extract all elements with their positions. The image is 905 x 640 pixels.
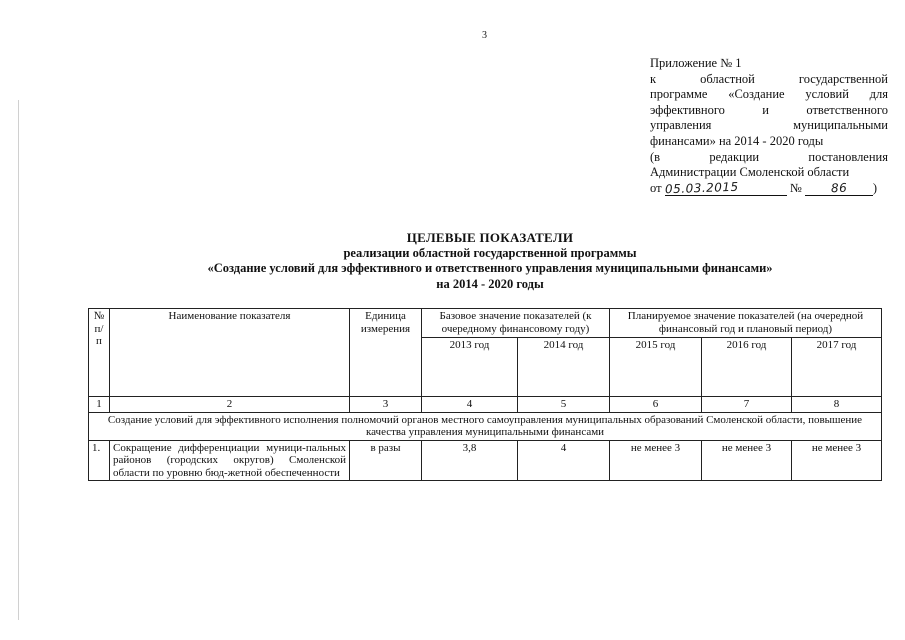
resolution-date-line — [650, 181, 888, 197]
year-2016: 2016 год — [702, 338, 792, 397]
row-value-2013: 3,8 — [422, 440, 518, 481]
col-number: 8 — [792, 397, 882, 413]
header-base: Базовое значение показателей (к очередному финансовому году) — [422, 309, 610, 338]
appendix-line: Администрации Смоленской области — [650, 165, 850, 180]
appendix-line: эффективного и ответственного — [650, 102, 888, 117]
from-label: от — [650, 180, 662, 195]
col-number: 6 — [610, 397, 702, 413]
header-unit: Единица измерения — [350, 309, 422, 397]
column-numbers-row — [89, 397, 882, 413]
row-value-2014: 4 — [518, 440, 610, 481]
section-row — [89, 412, 882, 440]
year-2017: 2017 год — [792, 338, 882, 397]
table-row — [89, 440, 882, 481]
title-line: «Создание условий для эффективного и ответственного управления муниципальными финансами» — [207, 261, 773, 275]
header-planned: Планируемое значение показателей (на очередной финансовый год и плановый период) — [610, 309, 882, 338]
handwritten-date: 05.03.2015 — [664, 180, 739, 197]
col-number: 5 — [518, 397, 610, 413]
appendix-line: финансами» на 2014 - 2020 годы — [650, 133, 824, 148]
header-num: № п/п — [89, 309, 110, 397]
row-num: 1. — [89, 440, 110, 481]
year-2014: 2014 год — [518, 338, 610, 397]
header-name: Наименование показателя — [110, 309, 350, 397]
col-number: 1 — [89, 397, 110, 413]
indicators-table — [88, 308, 882, 481]
col-number: 2 — [110, 397, 350, 413]
date-fill — [665, 181, 787, 196]
appendix-title: Приложение № 1 — [650, 56, 742, 70]
document-title — [120, 230, 860, 292]
row-name: Сокращение дифференциации муници-пальных районов (городских округов) Смоленской области по уровню бюд-жетной обеспеченности — [110, 440, 350, 481]
row-value-2015: не менее 3 — [610, 440, 702, 481]
title-main: ЦЕЛЕВЫЕ ПОКАЗАТЕЛИ — [406, 230, 574, 245]
col-number: 4 — [422, 397, 518, 413]
number-label: № — [789, 180, 802, 195]
row-value-2016: не менее 3 — [702, 440, 792, 481]
appendix-line: управления муниципальными — [650, 118, 888, 133]
header-row — [89, 309, 882, 338]
number-fill — [805, 181, 873, 196]
row-unit: в разы — [350, 440, 422, 481]
page-number: 3 — [482, 30, 487, 41]
appendix-line: (в редакции постановления — [650, 149, 888, 164]
appendix-line: программе «Создание условий для — [650, 87, 888, 102]
scan-artifact — [18, 100, 19, 620]
title-line: реализации областной государственной программы — [343, 245, 637, 260]
col-number: 7 — [702, 397, 792, 413]
close-paren: ) — [872, 180, 878, 195]
row-value-2017: не менее 3 — [792, 440, 882, 481]
title-line: на 2014 - 2020 годы — [436, 276, 544, 291]
handwritten-number: 86 — [830, 181, 848, 196]
appendix-block — [650, 56, 888, 196]
appendix-line: к областной государственной — [650, 71, 888, 86]
year-2015: 2015 год — [610, 338, 702, 397]
year-2013: 2013 год — [422, 338, 518, 397]
section-title: Создание условий для эффективного исполнения полномочий органов местного самоуправления муниципальных образований Смоленской области, повышение качества управления муниципальными финансами — [89, 412, 882, 440]
col-number: 3 — [350, 397, 422, 413]
